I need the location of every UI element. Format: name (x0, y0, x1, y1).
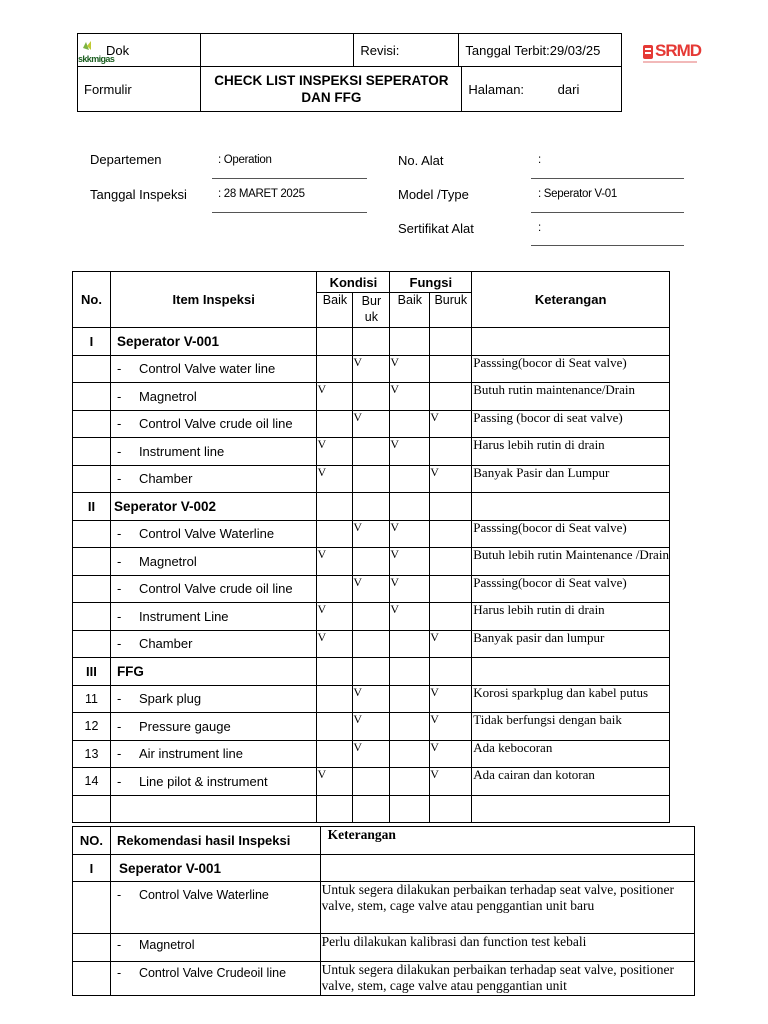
row-dash: - (116, 746, 122, 762)
sertifikat-underline (531, 245, 684, 246)
row-item-label: Air instrument line (138, 746, 243, 762)
empty-cell (317, 328, 353, 356)
row-item (110, 713, 317, 741)
row-keterangan: Banyak Pasir dan Lumpur (472, 465, 670, 493)
kondisi-buruk-mark (353, 465, 390, 493)
fungsi-baik-mark (390, 465, 430, 493)
row-keterangan: Butuh lebih rutin Maintenance /Drain (472, 548, 670, 576)
col-kondisi-header: Kondisi (317, 272, 390, 293)
rec-row-item-label: Magnetrol (138, 938, 195, 952)
row-item-label: Line pilot & instrument (138, 773, 268, 789)
departemen-underline (212, 178, 367, 179)
row-item-label: Magnetrol (138, 388, 197, 404)
empty-cell (353, 328, 390, 356)
fungsi-buruk-mark (430, 355, 472, 383)
rec-row-item-label: Control Valve Waterline (138, 888, 269, 902)
row-dash: - (116, 388, 122, 404)
col-fungsi-header: Fungsi (390, 272, 472, 293)
rec-col-keterangan: Keterangan (320, 827, 694, 855)
formulir-cell (78, 67, 201, 112)
srmd-logo: SRMD (643, 39, 697, 71)
header-table (77, 33, 622, 112)
sertifikat-value: : (538, 222, 541, 234)
row-no (73, 465, 111, 493)
fungsi-buruk-mark (430, 438, 472, 466)
row-no (73, 548, 111, 576)
empty-cell (353, 658, 390, 686)
row-dash: - (116, 443, 122, 459)
table-row-empty (73, 795, 670, 823)
fungsi-baik-mark (390, 685, 430, 713)
fungsi-buruk-mark: V (430, 768, 472, 796)
row-keterangan: Passsing(bocor di Seat valve) (472, 520, 670, 548)
empty-cell (353, 795, 390, 823)
kondisi-baik-mark: V (317, 465, 353, 493)
fungsi-buruk-mark: V (430, 465, 472, 493)
table-row (73, 383, 670, 411)
halaman-cell (462, 67, 622, 112)
recommendation-table (72, 826, 695, 996)
col-keterangan-header: Keterangan (472, 272, 670, 328)
kondisi-buruk-mark (353, 768, 390, 796)
rec-row-item (110, 962, 320, 996)
rec-col-title: Rekomendasi hasil Inspeksi (110, 827, 320, 855)
fungsi-baik-mark (390, 410, 430, 438)
section-no: III (73, 658, 111, 686)
row-no: 14 (73, 768, 111, 796)
section-title: FFG (110, 658, 317, 686)
row-item-label: Control Valve crude oil line (138, 416, 293, 432)
tanggal-terbit: Tanggal Terbit:29/03/25 (465, 42, 601, 58)
fungsi-buruk-mark: V (430, 713, 472, 741)
row-dash: - (116, 581, 122, 597)
tanggal-inspeksi-label: Tanggal Inspeksi (90, 187, 187, 202)
sub-baik-kondisi: Baik (317, 293, 353, 328)
kondisi-baik-mark (317, 575, 353, 603)
empty-cell (390, 328, 430, 356)
empty-cell (472, 328, 670, 356)
table-row (73, 768, 670, 796)
table-row (73, 410, 670, 438)
row-dash: - (116, 636, 122, 652)
form-title: CHECK LIST INSPEKSI SEPERATOR DAN FFG (214, 73, 449, 105)
row-item (110, 575, 317, 603)
formulir-label: Formulir (84, 81, 132, 97)
section-no: I (73, 328, 111, 356)
table-row (73, 520, 670, 548)
empty-cell (317, 658, 353, 686)
departemen-value: : Operation (218, 154, 272, 166)
rec-row-item-label: Control Valve Crudeoil line (138, 966, 287, 980)
table-row (73, 575, 670, 603)
fungsi-buruk-mark (430, 383, 472, 411)
empty-cell (430, 658, 472, 686)
rec-row (73, 962, 695, 996)
fungsi-buruk-mark: V (430, 685, 472, 713)
row-item (110, 740, 317, 768)
empty-cell (430, 795, 472, 823)
empty-cell (390, 795, 430, 823)
fungsi-buruk-mark: V (430, 410, 472, 438)
kondisi-baik-mark (317, 355, 353, 383)
table-row (73, 465, 670, 493)
dari-label: dari (557, 81, 580, 97)
section-row (73, 328, 670, 356)
row-no (73, 520, 111, 548)
fungsi-baik-mark (390, 713, 430, 741)
rec-row-keterangan: Untuk segera dilakukan perbaikan terhadap seat valve, positioner valve, stem, cage valve atau penggantian unit baru (320, 882, 694, 934)
no-alat-label: No. Alat (398, 153, 444, 168)
tanggal-terbit-cell (459, 34, 622, 67)
row-item (110, 685, 317, 713)
row-item (110, 465, 317, 493)
kondisi-buruk-mark: V (353, 575, 390, 603)
dok-label: Dok (106, 42, 130, 58)
row-keterangan: Ada kebocoran (472, 740, 670, 768)
model-type-label: Model /Type (398, 187, 469, 202)
kondisi-baik-mark: V (317, 383, 353, 411)
empty-cell (472, 493, 670, 521)
fungsi-buruk-mark (430, 603, 472, 631)
kondisi-baik-mark (317, 410, 353, 438)
inspection-table (72, 271, 670, 823)
row-dash: - (116, 361, 122, 377)
kondisi-baik-mark: V (317, 768, 353, 796)
fungsi-baik-mark: V (390, 438, 430, 466)
row-keterangan: Butuh rutin maintenance/Drain (472, 383, 670, 411)
kondisi-buruk-mark: V (353, 713, 390, 741)
table-row (73, 740, 670, 768)
row-dash: - (116, 553, 122, 569)
section-row (73, 658, 670, 686)
row-item-label: Instrument line (138, 443, 225, 459)
empty-cell (472, 658, 670, 686)
empty-cell (430, 493, 472, 521)
row-item-label: Control Valve Waterline (138, 526, 275, 542)
fungsi-baik-mark: V (390, 383, 430, 411)
row-keterangan: Passsing(bocor di Seat valve) (472, 355, 670, 383)
row-no (73, 575, 111, 603)
row-item-label: Control Valve water line (138, 361, 276, 377)
rec-row-dash: - (116, 938, 122, 952)
fungsi-buruk-mark (430, 548, 472, 576)
kondisi-baik-mark: V (317, 603, 353, 631)
empty-cell (390, 658, 430, 686)
row-item-label: Instrument Line (138, 608, 229, 624)
fungsi-baik-mark: V (390, 355, 430, 383)
rec-row-keterangan: Untuk segera dilakukan perbaikan terhadap seat valve, positioner valve, stem, cage valve atau penggantian unit (320, 962, 694, 996)
row-item (110, 355, 317, 383)
row-dash: - (116, 416, 122, 432)
model-underline (531, 212, 684, 213)
rec-row-no (73, 934, 111, 962)
rec-row-keterangan: Perlu dilakukan kalibrasi dan function test kebali (320, 934, 694, 962)
revisi-cell (354, 34, 459, 67)
empty-cell (430, 328, 472, 356)
empty-cell (110, 795, 317, 823)
sub-buruk-kondisi: Bur uk (353, 293, 390, 328)
rec-row-item (110, 882, 320, 934)
sub-buruk-fungsi: Buruk (430, 293, 472, 328)
row-keterangan: Korosi sparkplug dan kabel putus (472, 685, 670, 713)
tanggal-inspeksi-value: : 28 MARET 2025 (218, 188, 305, 200)
row-item (110, 383, 317, 411)
kondisi-buruk-mark (353, 603, 390, 631)
table-row (73, 438, 670, 466)
no-alat-value: : (538, 154, 541, 166)
row-no: 13 (73, 740, 111, 768)
row-keterangan: Passing (bocor di seat valve) (472, 410, 670, 438)
kondisi-buruk-mark: V (353, 685, 390, 713)
empty-cell (73, 795, 111, 823)
row-item (110, 410, 317, 438)
rec-section-empty (320, 855, 694, 882)
row-no (73, 383, 111, 411)
row-keterangan: Ada cairan dan kotoran (472, 768, 670, 796)
section-no: II (73, 493, 111, 521)
row-no (73, 410, 111, 438)
section-row (73, 493, 670, 521)
row-dash: - (116, 718, 122, 734)
no-alat-underline (531, 178, 684, 179)
row-item (110, 438, 317, 466)
kondisi-baik-mark: V (317, 438, 353, 466)
dok-cell (78, 34, 201, 67)
row-item (110, 548, 317, 576)
empty-cell (317, 493, 353, 521)
row-item-label: Pressure gauge (138, 718, 231, 734)
row-keterangan: Harus lebih rutin di drain (472, 603, 670, 631)
table-row (73, 548, 670, 576)
row-no (73, 438, 111, 466)
sertifikat-label: Sertifikat Alat (398, 221, 474, 236)
row-dash: - (116, 608, 122, 624)
fungsi-baik-mark (390, 740, 430, 768)
rec-row (73, 882, 695, 934)
kondisi-buruk-mark: V (353, 410, 390, 438)
col-no-header: No. (73, 272, 111, 328)
table-row (73, 603, 670, 631)
halaman-label: Halaman: (468, 81, 525, 97)
title-cell (201, 67, 462, 112)
rec-row-no (73, 882, 111, 934)
fungsi-baik-mark: V (390, 603, 430, 631)
rec-row-no (73, 962, 111, 996)
row-keterangan: Banyak pasir dan lumpur (472, 630, 670, 658)
col-item-header: Item Inspeksi (110, 272, 317, 328)
tanggal-underline (212, 212, 367, 213)
kondisi-buruk-mark: V (353, 520, 390, 548)
row-item (110, 603, 317, 631)
row-keterangan: Harus lebih rutin di drain (472, 438, 670, 466)
row-item-label: Chamber (138, 636, 193, 652)
fungsi-baik-mark (390, 630, 430, 658)
row-dash: - (116, 471, 122, 487)
section-title: Seperator V-001 (110, 328, 317, 356)
dok-value-cell (201, 34, 354, 67)
fungsi-baik-mark: V (390, 548, 430, 576)
fungsi-buruk-mark: V (430, 740, 472, 768)
departemen-label: Departemen (90, 152, 162, 167)
table-row (73, 685, 670, 713)
kondisi-baik-mark (317, 713, 353, 741)
table-row (73, 713, 670, 741)
rec-row-dash: - (116, 888, 122, 902)
fungsi-baik-mark: V (390, 575, 430, 603)
kondisi-buruk-mark (353, 630, 390, 658)
skkmigas-logo: skkmigas (78, 40, 106, 68)
table-row (73, 355, 670, 383)
row-keterangan: Tidak berfungsi dengan baik (472, 713, 670, 741)
fungsi-baik-mark: V (390, 520, 430, 548)
row-item (110, 520, 317, 548)
kondisi-buruk-mark (353, 548, 390, 576)
rec-section-title: Seperator V-001 (110, 855, 320, 882)
empty-cell (317, 795, 353, 823)
kondisi-buruk-mark (353, 383, 390, 411)
row-keterangan: Passsing(bocor di Seat valve) (472, 575, 670, 603)
row-no (73, 630, 111, 658)
row-no: 11 (73, 685, 111, 713)
fungsi-buruk-mark: V (430, 630, 472, 658)
fungsi-buruk-mark (430, 575, 472, 603)
kondisi-buruk-mark: V (353, 740, 390, 768)
kondisi-buruk-mark: V (353, 355, 390, 383)
row-no (73, 355, 111, 383)
row-dash: - (116, 773, 122, 789)
sub-baik-fungsi: Baik (390, 293, 430, 328)
empty-cell (472, 795, 670, 823)
rec-section-no: I (73, 855, 111, 882)
row-item-label: Chamber (138, 471, 193, 487)
row-dash: - (116, 526, 122, 542)
kondisi-baik-mark: V (317, 630, 353, 658)
row-dash: - (116, 691, 122, 707)
kondisi-buruk-mark (353, 438, 390, 466)
empty-cell (390, 493, 430, 521)
rec-col-no: NO. (73, 827, 111, 855)
fungsi-baik-mark (390, 768, 430, 796)
row-no (73, 603, 111, 631)
kondisi-baik-mark (317, 740, 353, 768)
row-no: 12 (73, 713, 111, 741)
rec-row-item (110, 934, 320, 962)
kondisi-baik-mark (317, 685, 353, 713)
fungsi-buruk-mark (430, 520, 472, 548)
row-item (110, 630, 317, 658)
rec-row (73, 934, 695, 962)
empty-cell (353, 493, 390, 521)
row-item-label: Spark plug (138, 691, 202, 707)
section-title: Seperator V-002 (110, 493, 317, 521)
kondisi-baik-mark: V (317, 548, 353, 576)
row-item (110, 768, 317, 796)
model-type-value: : Seperator V-01 (538, 188, 617, 200)
row-item-label: Magnetrol (138, 553, 197, 569)
table-row (73, 630, 670, 658)
revisi-label: Revisi: (360, 42, 400, 58)
rec-row-dash: - (116, 966, 122, 980)
row-item-label: Control Valve crude oil line (138, 581, 293, 597)
kondisi-baik-mark (317, 520, 353, 548)
